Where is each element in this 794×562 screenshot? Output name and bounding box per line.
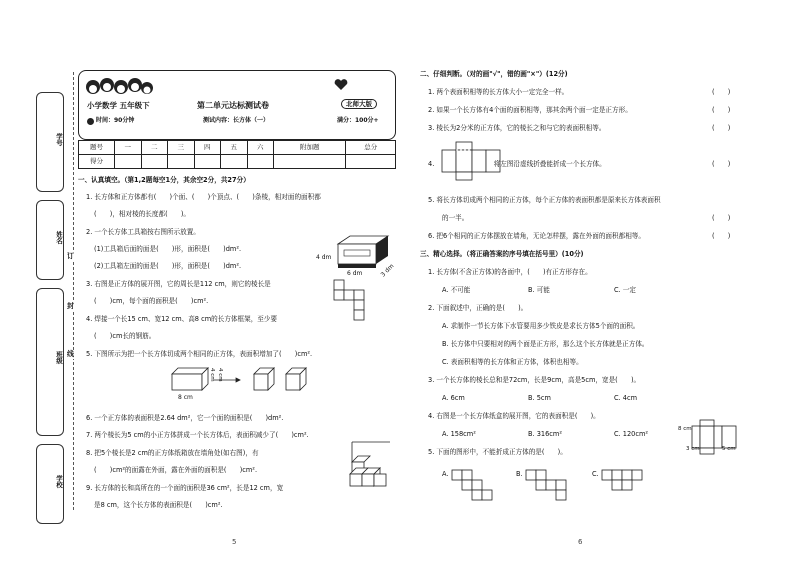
choice-3-option-c[interactable]: C. 4cm (614, 394, 638, 402)
choice-2-option-c[interactable]: C. 表面积相等的长方体和正方体，体积也相等。 (442, 358, 583, 366)
judge-4-answer[interactable]: ( ) (712, 160, 731, 168)
cuboid-split-figure (170, 364, 310, 398)
page-number-left: 5 (232, 538, 237, 546)
score-input-cell[interactable] (274, 155, 346, 169)
judge-5-line2: 的一半。 (442, 214, 469, 222)
section3-heading: 三、精心选择。（将正确答案的序号填在括号里）(10分) (420, 250, 584, 258)
score-input-cell[interactable] (115, 155, 142, 169)
score-cell: 一 (115, 141, 142, 155)
choice-1-option-c[interactable]: C. 一定 (614, 286, 636, 294)
net-option-a-figure (452, 470, 496, 504)
q2-part2: (2)工具箱左面的面是( )形，面积是( )dm². (94, 262, 242, 270)
choice-3-option-a[interactable]: A. 6cm (442, 394, 465, 402)
cuboid-length-label: 8 cm (178, 394, 193, 401)
judge-4: 4. 将左图沿虚线折叠能折成一个长方体。 (428, 160, 606, 168)
judge-2: 2. 如果一个长方体有4个面的面积相等，那其余两个面一定是正方形。 (428, 106, 632, 114)
section1-heading: 一、认真填空。（第1,2题每空1分，其余空2分，共27分） (78, 176, 250, 184)
q4-line2: ( )cm长的钢筋。 (94, 332, 156, 340)
choice-4: 4. 右图是一个长方体纸盒的展开图，它的表面积是( )。 (428, 412, 600, 420)
score-cell: 附加题 (274, 141, 346, 155)
choice-1-option-b[interactable]: B. 可能 (528, 286, 550, 294)
corner-cubes-figure (346, 442, 392, 490)
choice-5-option-c[interactable]: C. (592, 470, 599, 478)
judge-1-answer[interactable]: ( ) (712, 88, 731, 96)
full-score: 满分：100分+ (337, 117, 379, 124)
subject-title: 小学数学 五年级下 (87, 101, 150, 110)
score-input-cell[interactable] (194, 155, 221, 169)
student-number-label: 学号 (55, 133, 63, 146)
judge-6: 6. 把6个相同的正方体摆放在墙角，无论怎样摆，露在外面的面积都相等。 (428, 232, 645, 240)
q8-line1: 8. 把5个棱长是2 cm的正方体纸箱放在墙角处(如右图)，有 (86, 449, 259, 457)
class-box (36, 288, 64, 436)
judge-6-answer[interactable]: ( ) (712, 232, 731, 240)
exam-title: 第二单元达标测试卷 (197, 101, 269, 110)
choice-4-option-a[interactable]: A. 158cm² (442, 430, 476, 438)
choice-1-option-a[interactable]: A. 不可能 (442, 286, 471, 294)
score-table (78, 140, 396, 169)
choice-1: 1. 长方体(不含正方体)的各面中，( )有正方形存在。 (428, 268, 592, 276)
choice-3-option-b[interactable]: B. 5cm (528, 394, 551, 402)
page-number-right: 6 (578, 538, 583, 546)
cartoon-kids-image (85, 75, 153, 97)
q7-text: 7. 两个棱长为5 cm的小正方体拼成一个长方体后，表面积减少了( )cm². (86, 431, 309, 439)
edition-badge: 北师大版 (341, 99, 377, 109)
cube-net-figure (334, 280, 374, 324)
score-cell: 题号 (79, 141, 115, 155)
score-cell: 四 (194, 141, 221, 155)
score-input-cell[interactable] (168, 155, 195, 169)
name-label: 姓名 (55, 231, 63, 244)
q1-line2: ( )，相对棱的长度都( )。 (94, 210, 191, 218)
score-input-cell[interactable] (247, 155, 274, 169)
judge-5-answer[interactable]: ( ) (712, 214, 731, 222)
q8-line2: ( )cm²的面露在外面，露在外面的面积是( )cm². (94, 466, 258, 474)
net-option-c-figure (602, 470, 646, 504)
judge-5-line1: 5. 将长方体切成两个相同的正方体，每个正方体的表面积都是原来长方体表面积 (428, 196, 661, 204)
box-net-width-label: 3 cm (686, 446, 700, 452)
exam-header (78, 70, 396, 140)
choice-2: 2. 下面叙述中，正确的是( )。 (428, 304, 528, 312)
q5-text: 5. 下图所示为把一个长方体切成两个相同的正方体，表面积增加了( )cm². (86, 350, 313, 358)
judge-2-answer[interactable]: ( ) (712, 106, 731, 114)
choice-4-option-b[interactable]: B. 316cm² (528, 430, 562, 438)
cut-line (73, 72, 74, 510)
student-number-box (36, 92, 64, 192)
class-label: 班级 (55, 351, 63, 364)
q9-line1: 9. 长方体的长和高所在的一个面的面积是36 cm²，长是12 cm，宽 (86, 484, 284, 492)
q2-text: 2. 一个长方体工具箱按右图所示放置。 (86, 228, 200, 236)
heart-icon (334, 79, 348, 91)
score-cell: 五 (221, 141, 248, 155)
score-cell: 二 (141, 141, 168, 155)
q4-line1: 4. 焊接一个长15 cm、宽12 cm、高8 cm的长方体框架，至少要 (86, 315, 278, 323)
name-box (36, 200, 64, 280)
school-box (36, 444, 64, 524)
box-net-figure (692, 420, 744, 460)
cut-char-3: 线 (67, 350, 74, 358)
score-cell: 三 (168, 141, 195, 155)
toolbox-length-label: 6 dm (347, 270, 363, 277)
choice-5-option-b[interactable]: B. (516, 470, 523, 478)
score-cell: 总分 (346, 141, 396, 155)
choice-4-option-c[interactable]: C. 120cm² (614, 430, 649, 438)
q2-part1: (1)工具箱后面的面是( )形，面积是( )dm². (94, 245, 242, 253)
exam-content: 测试内容：长方体（一） (203, 117, 270, 124)
toolbox-height-label: 4 dm (316, 254, 332, 261)
score-input-cell[interactable] (346, 155, 396, 169)
q3-line2: ( )cm，每个面的面积是( )cm². (94, 297, 209, 305)
score-cell: 得分 (79, 155, 115, 169)
q3-line1: 3. 右图是正方体的展开图，它的周长是112 cm，则它的棱长是 (86, 280, 271, 288)
choice-5-option-a[interactable]: A. (442, 470, 449, 478)
score-cell: 六 (247, 141, 274, 155)
score-input-cell[interactable] (221, 155, 248, 169)
cuboid-height-label: 4 cm (216, 368, 223, 382)
choice-2-option-a[interactable]: A. 求制作一节长方体下水管要用多少铁皮是求长方体5个面的面积。 (442, 322, 640, 330)
cuboid-width-label: 4 cm (208, 368, 215, 382)
score-input-cell[interactable] (141, 155, 168, 169)
school-label: 学校 (55, 475, 63, 488)
judge-3-answer[interactable]: ( ) (712, 124, 731, 132)
score-table-header-row (79, 141, 396, 155)
net-option-b-figure (526, 470, 570, 504)
q6-text: 6. 一个正方体的表面积是2.64 dm²，它一个面的面积是( )dm². (86, 414, 284, 422)
score-table-row (79, 155, 396, 169)
q1-line1: 1. 长方体和正方体都有( )个面、( )个顶点、( )条棱，相对面的面积都 (86, 193, 321, 201)
choice-5: 5. 下面的图形中，不能折成正方体的是( )。 (428, 448, 567, 456)
choice-3: 3. 一个长方体的棱长总和是72cm，长是9cm，高是5cm，宽是( )。 (428, 376, 641, 384)
judge-1: 1. 两个表面积相等的长方体大小一定完全一样。 (428, 88, 569, 96)
exam-time: 时间：90分钟 (96, 117, 135, 124)
clock-icon (87, 118, 94, 125)
choice-2-option-b[interactable]: B. 长方体中只要相对的两个面是正方形，那么这个长方体就是正方体。 (442, 340, 649, 348)
box-net-height-label: 8 cm (678, 426, 692, 432)
box-net-length-label: 5 cm (722, 446, 736, 452)
toolbox-width-label: 3 dm (379, 262, 396, 279)
judge-3: 3. 棱长为2分米的正方体，它的棱长之和与它的表面积相等。 (428, 124, 606, 132)
cut-char-2: 封 (67, 302, 74, 310)
cut-char-1: 订 (67, 252, 74, 260)
section2-heading: 二、仔细判断。（对的画"√"，错的画"×"）(12分) (420, 70, 568, 78)
q9-line2: 是8 cm，这个长方体的表面积是( )cm². (94, 501, 223, 509)
